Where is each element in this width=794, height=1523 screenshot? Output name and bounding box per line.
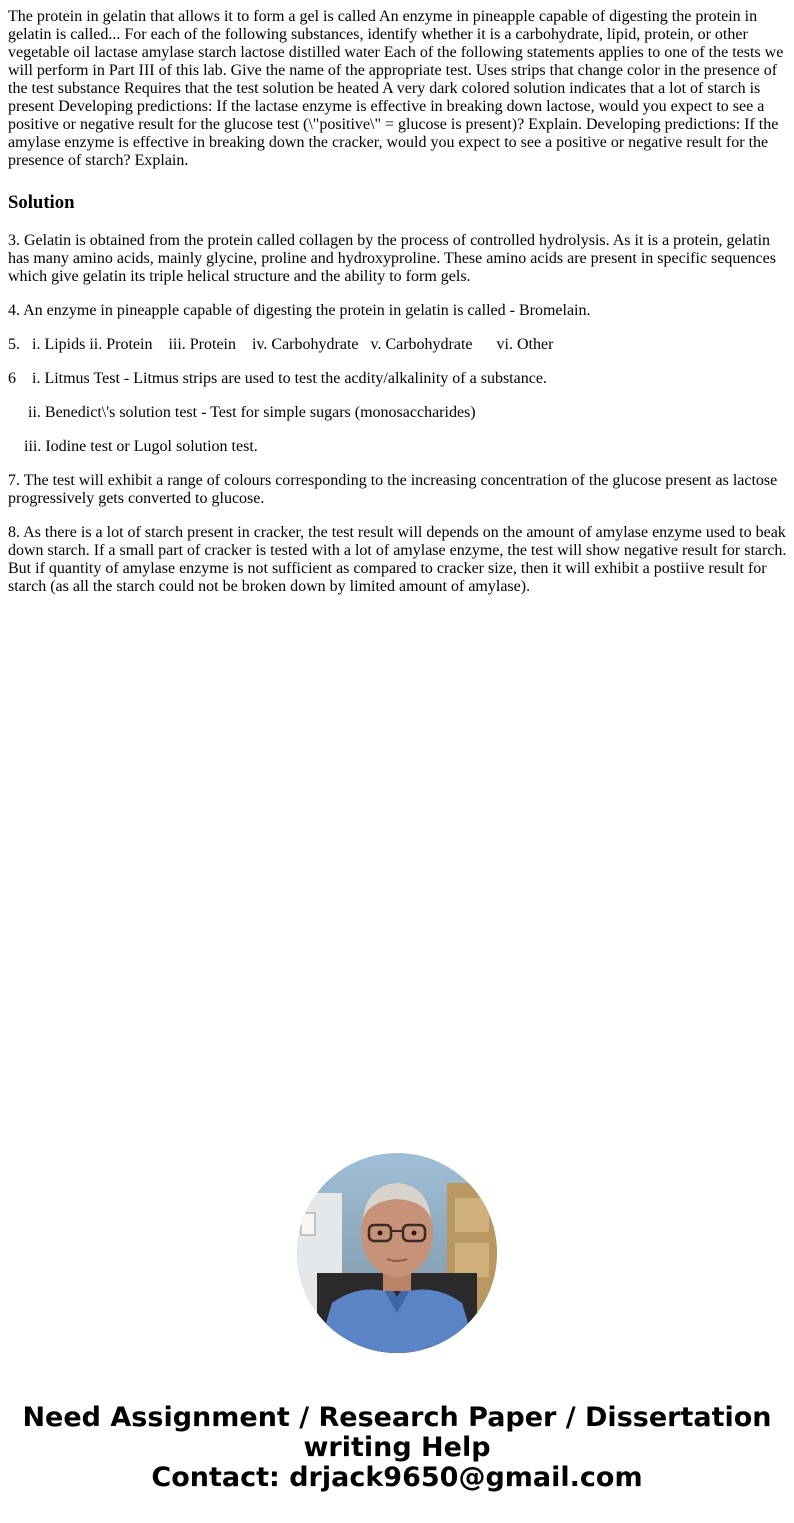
promo-banner [0,1403,794,1493]
answer-6-i: 6 i. Litmus Test - Litmus strips are used to test the acdity/alkalinity of a substance. [8,370,547,387]
author-photo-icon [297,1153,497,1353]
answer-7: 7. The test will exhibit a range of colours corresponding to the increasing concentration of the glucose present as lactose progressively gets converted to glucose. [8,472,782,507]
document-body [8,8,791,612]
answer-6-ii: ii. Benedict\'s solution test - Test for simple sugars (monosaccharides) [8,404,476,421]
answer-6-iii: iii. Iodine test or Lugol solution test. [8,438,258,455]
answer-5: 5. i. Lipids ii. Protein iii. Protein iv. Carbohydrate v. Carbohydrate vi. Other [8,336,554,353]
solution-heading: Solution [8,192,75,213]
promo-line-2: writing Help [303,1432,491,1463]
promo-contact: Contact: drjack9650@gmail.com [151,1462,643,1493]
avatar [297,1153,497,1353]
answer-4: 4. An enzyme in pineapple capable of digesting the protein in gelatin is called - Bromelain. [8,302,591,319]
question-text: The protein in gelatin that allows it to form a gel is called An enzyme in pineapple capable of digesting the protein in gelatin is called... For each of the following substances, identify whether it is a carbohydrate, lipid, protein, or other vegetable oil lactase amylase starch lactose distilled water Each of the following statements applies to one of the tests we will perform in Part III of this lab. Give the name of the appropriate test. Uses strips that change color in the presence of the test substance Requires that the test solution be heated A very dark colored solution indicates that a lot of starch is present Developing predictions: If the lactase enzyme is effective in breaking down lactose, would you expect to see a positive or negative result for the glucose test (\"positive\" = glucose is present)? Explain. Developing predictions: If the amylase enzyme is effective in breaking down the cracker, would you expect to see a positive or negative result for the presence of starch? Explain. [8,8,788,169]
answer-8: 8. As there is a lot of starch present in cracker, the test result will depends on the amount of amylase enzyme used to beak down starch. If a small part of cracker is tested with a lot of amylase enzyme, the test will show negative result for starch. But if quantity of amylase enzyme is not sufficient as compared to cracker size, then it will exhibit a postiive result for starch (as all the starch could not be broken down by limited amount of amylase). [8,524,791,595]
promo-line-1: Need Assignment / Research Paper / Dissertation [22,1402,772,1433]
answer-3: 3. Gelatin is obtained from the protein called collagen by the process of controlled hydrolysis. As it is a protein, gelatin has many amino acids, mainly glycine, proline and hydroxyproline. These amino acids are present in specific sequences which give gelatin its triple helical structure and the ability to form gels. [8,232,780,285]
